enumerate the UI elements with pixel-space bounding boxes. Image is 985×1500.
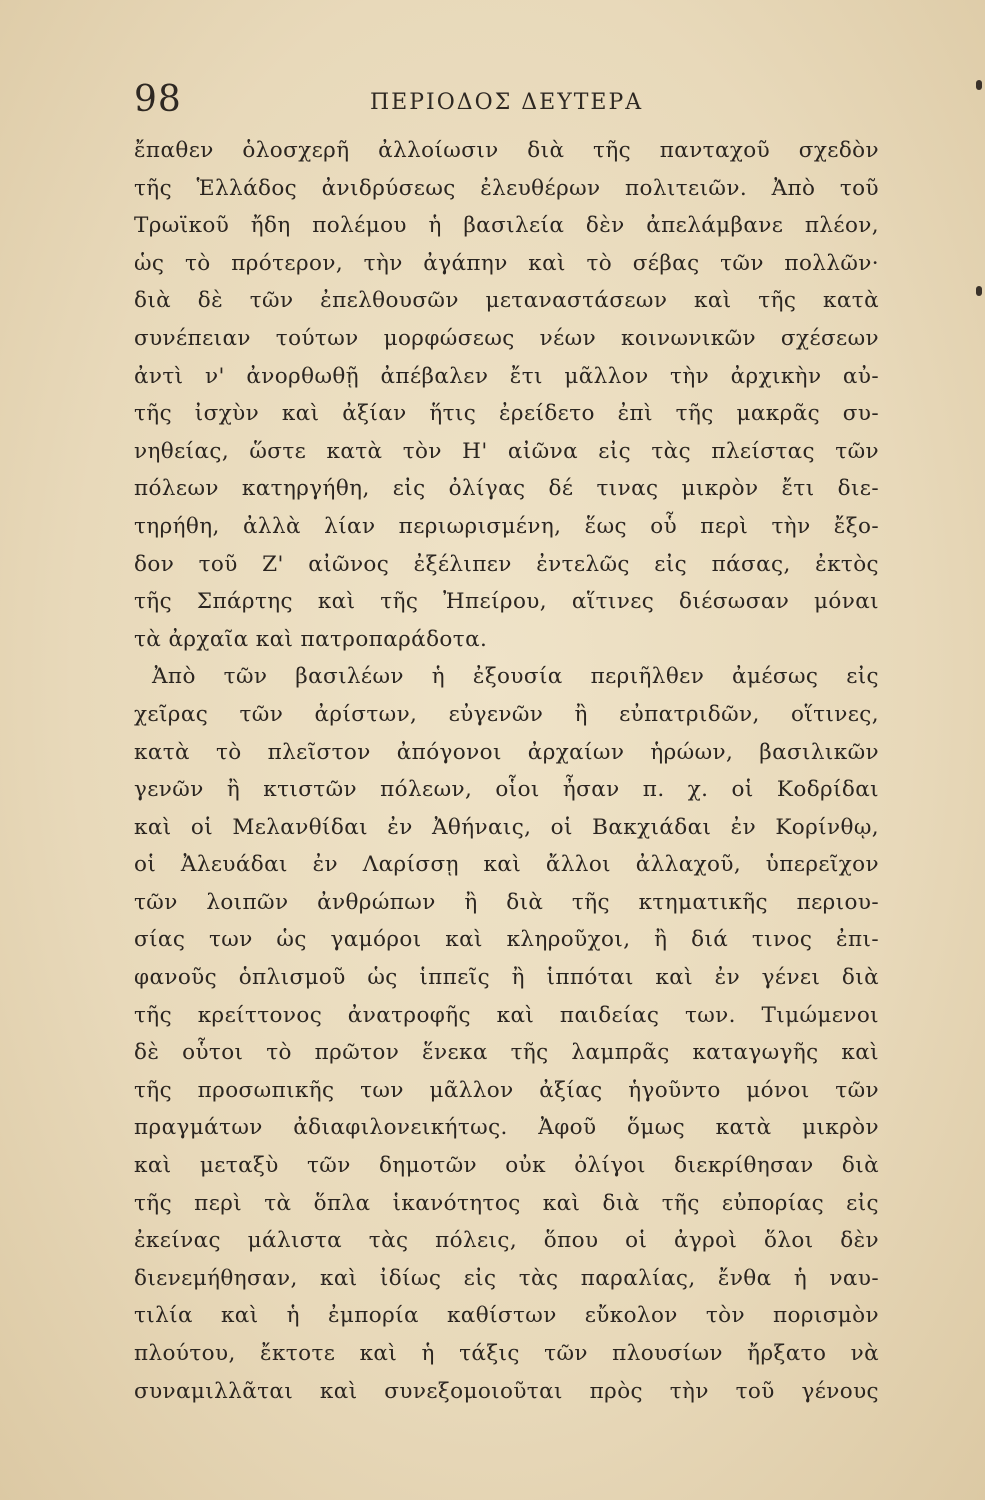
text-line: τῆς προσωπικῆς των μᾶλλον ἀξίας ἡγοῦντο μόνοι τῶν [134, 1077, 879, 1103]
running-head: ΠΕΡΙΟΔΟΣ ΔΕΥΤΕΡΑ [370, 90, 644, 115]
text-line: οἱ Ἀλευάδαι ἐν Λαρίσσῃ καὶ ἄλλοι ἀλλαχοῦ, ὑπερεῖχον [134, 852, 879, 878]
text-line: δὲ οὗτοι τὸ πρῶτον ἕνεκα τῆς λαμπρᾶς καταγωγῆς καὶ [134, 1040, 879, 1066]
text-line: τῆς Σπάρτης καὶ τῆς Ἠπείρου, αἵτινες διέσωσαν μόναι [134, 589, 879, 615]
text-line: καὶ μεταξὺ τῶν δημοτῶν οὐκ ὀλίγοι διεκρίθησαν διὰ [134, 1153, 879, 1179]
text-line: συναμιλλᾶται καὶ συνεξομοιοῦται πρὸς τὴν τοῦ γένους [134, 1378, 879, 1404]
text-line: φανοῦς ὁπλισμοῦ ὡς ἱππεῖς ἢ ἱππόται καὶ ἐν γένει διὰ [134, 965, 879, 991]
text-line: διὰ δὲ τῶν ἐπελθουσῶν μεταναστάσεων καὶ τῆς κατὰ [134, 288, 879, 314]
body-text [134, 132, 879, 1410]
text-line: ἐκείνας μάλιστα τὰς πόλεις, ὅπου οἱ ἀγροὶ ὅλοι δὲν [134, 1228, 879, 1254]
text-line: κατὰ τὸ πλεῖστον ἀπόγονοι ἀρχαίων ἡρώων, βασιλικῶν [134, 739, 879, 765]
text-line: τῆς Ἑλλάδος ἀνιδρύσεως ἐλευθέρων πολιτειῶν. Ἀπὸ τοῦ [134, 175, 879, 201]
text-line: πλούτου, ἔκτοτε καὶ ἡ τάξις τῶν πλουσίων ἤρξατο νὰ [134, 1341, 879, 1366]
text-line: διενεμήθησαν, καὶ ἰδίως εἰς τὰς παραλίας, ἔνθα ἡ ναυ- [134, 1265, 879, 1291]
ink-speck [976, 286, 982, 296]
text-line: γενῶν ἢ κτιστῶν πόλεων, οἷοι ἦσαν π. χ. οἱ Κοδρίδαι [134, 777, 879, 803]
text-line: πόλεων κατηργήθη, εἰς ὀλίγας δέ τινας μικρὸν ἔτι διε- [134, 476, 879, 502]
text-line: σίας των ὡς γαμόροι καὶ κληροῦχοι, ἢ διά τινος ἐπι- [134, 927, 879, 953]
page-header [134, 78, 879, 128]
text-line: τιλία καὶ ἡ ἐμπορία καθίστων εὔκολον τὸν πορισμὸν [134, 1303, 879, 1329]
text-line: Τρωϊκοῦ ἤδη πολέμου ἡ βασιλεία δὲν ἀπελάμβανε πλέον, [134, 213, 879, 239]
text-line: ἔπαθεν ὁλοσχερῆ ἀλλοίωσιν διὰ τῆς πανταχοῦ σχεδὸν [134, 138, 879, 163]
text-line: τῆς ἰσχὺν καὶ ἀξίαν ἥτις ἐρείδετο ἐπὶ τῆς μακρᾶς συ- [134, 401, 879, 427]
text-line: ὡς τὸ πρότερον, τὴν ἀγάπην καὶ τὸ σέβας τῶν πολλῶν· [134, 250, 879, 276]
ink-speck [976, 80, 982, 90]
text-line: νηθείας, ὥστε κατὰ τὸν Η' αἰῶνα εἰς τὰς πλείστας τῶν [134, 438, 879, 464]
page-number: 98 [134, 79, 182, 120]
text-line: χεῖρας τῶν ἀρίστων, εὐγενῶν ἢ εὐπατριδῶν, οἵτινες, [134, 701, 879, 727]
text-line: τῶν λοιπῶν ἀνθρώπων ἢ διὰ τῆς κτηματικῆς περιου- [134, 889, 879, 915]
text-line: ἀντὶ ν' ἀνορθωθῇ ἀπέβαλεν ἔτι μᾶλλον τὴν ἀρχικὴν αὐ- [134, 363, 879, 389]
text-line: τηρήθη, ἀλλὰ λίαν περιωρισμένη, ἕως οὗ περὶ τὴν ἔξο- [134, 513, 879, 539]
text-line: δον τοῦ Ζ' αἰῶνος ἐξέλιπεν ἐντελῶς εἰς πάσας, ἐκτὸς [134, 551, 879, 577]
paragraph-start-line: Ἀπὸ τῶν βασιλέων ἡ ἐξουσία περιῆλθεν ἀμέσως εἰς [152, 664, 879, 690]
text-line: τῆς κρείττονος ἀνατροφῆς καὶ παιδείας των. Τιμώμενοι [134, 1002, 879, 1028]
text-line: πραγμάτων ἀδιαφιλονεικήτως. Ἀφοῦ ὅμως κατὰ μικρὸν [134, 1115, 879, 1141]
text-line: συνέπειαν τούτων μορφώσεως νέων κοινωνικῶν σχέσεων [134, 325, 879, 351]
paragraph-end-line: τὰ ἀρχαῖα καὶ πατροπαράδοτα. [134, 626, 488, 652]
text-line: καὶ οἱ Μελανθίδαι ἐν Ἀθήναις, οἱ Βακχιάδαι ἐν Κορίνθῳ, [134, 814, 879, 840]
text-line: τῆς περὶ τὰ ὅπλα ἱκανότητος καὶ διὰ τῆς εὐπορίας εἰς [134, 1190, 879, 1216]
